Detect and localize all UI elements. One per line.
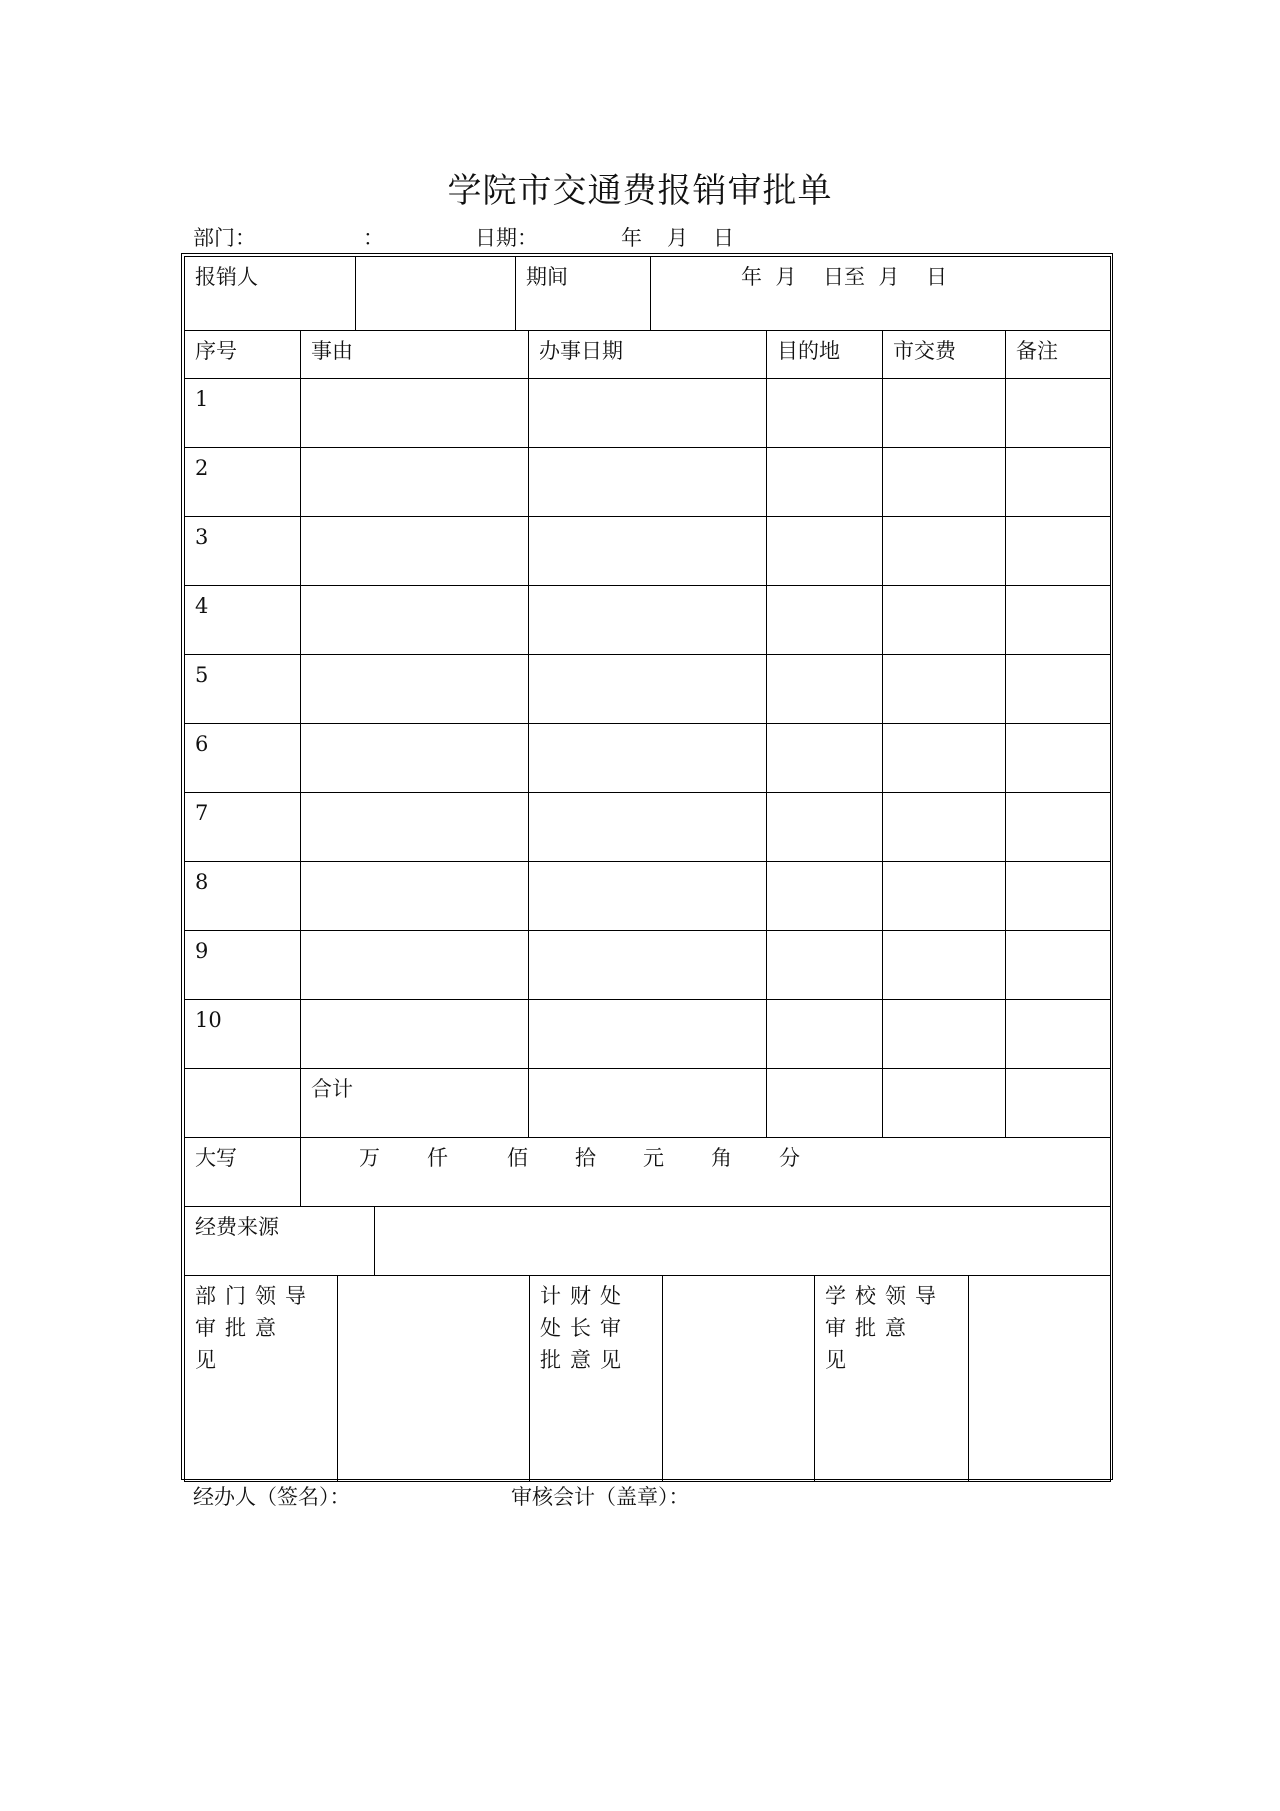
reason-cell[interactable] (301, 517, 529, 586)
reason-cell[interactable] (301, 724, 529, 793)
col-header-remark: 备注 (1006, 331, 1111, 379)
table-row (185, 1000, 1111, 1069)
row-number: 7 (185, 793, 301, 862)
destination-cell[interactable] (767, 586, 883, 655)
total-remark-cell[interactable] (1006, 1069, 1111, 1138)
total-destination-cell[interactable] (767, 1069, 883, 1138)
fare-cell[interactable] (883, 1000, 1006, 1069)
finance-approval-field[interactable] (662, 1276, 814, 1481)
remark-cell[interactable] (1006, 1000, 1111, 1069)
date-day: 日 (713, 226, 734, 250)
destination-cell[interactable] (767, 379, 883, 448)
destination-cell[interactable] (767, 724, 883, 793)
remark-cell[interactable] (1006, 517, 1111, 586)
table-row (185, 517, 1111, 586)
reason-cell[interactable] (301, 1000, 529, 1069)
period-label: 期间 (515, 257, 650, 330)
date-cell[interactable] (529, 517, 767, 586)
date-cell[interactable] (529, 655, 767, 724)
table-row (185, 586, 1111, 655)
row-number: 6 (185, 724, 301, 793)
fare-cell[interactable] (883, 448, 1006, 517)
applicant-row (185, 257, 1111, 331)
approval-row (185, 1276, 1111, 1482)
row-number: 5 (185, 655, 301, 724)
funding-source-field[interactable] (374, 1207, 1110, 1275)
date-month: 月 (667, 226, 688, 250)
remark-cell[interactable] (1006, 931, 1111, 1000)
destination-cell[interactable] (767, 517, 883, 586)
applicant-label: 报销人 (195, 265, 258, 289)
table-row (185, 448, 1111, 517)
destination-cell[interactable] (767, 931, 883, 1000)
remark-cell[interactable] (1006, 379, 1111, 448)
row-number: 1 (185, 379, 301, 448)
row-number: 9 (185, 931, 301, 1000)
reason-cell[interactable] (301, 655, 529, 724)
unit-bai: 佰 (507, 1146, 528, 1170)
destination-cell[interactable] (767, 793, 883, 862)
table-row (185, 793, 1111, 862)
unit-shi: 拾 (575, 1146, 596, 1170)
remark-cell[interactable] (1006, 793, 1111, 862)
reason-cell[interactable] (301, 448, 529, 517)
row-number: 3 (185, 517, 301, 586)
unit-qian: 仟 (427, 1146, 448, 1170)
capital-amount-field[interactable] (301, 1138, 1111, 1207)
reason-cell[interactable] (301, 586, 529, 655)
total-label: 合计 (301, 1069, 529, 1138)
destination-cell[interactable] (767, 448, 883, 517)
funding-source-label: 经费来源 (195, 1215, 279, 1239)
unit-yuan: 元 (643, 1146, 664, 1170)
date-cell[interactable] (529, 586, 767, 655)
destination-cell[interactable] (767, 1000, 883, 1069)
reason-cell[interactable] (301, 379, 529, 448)
table-row (185, 862, 1111, 931)
row-number: 4 (185, 586, 301, 655)
unit-fen: 分 (779, 1146, 800, 1170)
table-row (185, 379, 1111, 448)
capital-amount-label: 大写 (185, 1138, 301, 1207)
form-title: 学院市交通费报销审批单 (447, 171, 833, 211)
finance-approval-label: 计财处处长审批意见 (529, 1276, 662, 1481)
fare-cell[interactable] (883, 862, 1006, 931)
dept-approval-field[interactable] (337, 1276, 529, 1481)
col-header-destination: 目的地 (767, 331, 883, 379)
col-header-reason: 事由 (301, 331, 529, 379)
row-number: 8 (185, 862, 301, 931)
fare-cell[interactable] (883, 655, 1006, 724)
table-row (185, 655, 1111, 724)
department-label: 部门： (193, 226, 256, 250)
reason-cell[interactable] (301, 931, 529, 1000)
col-header-date: 办事日期 (529, 331, 767, 379)
handler-signature-label: 经办人（签名）： (193, 1485, 351, 1509)
fare-cell[interactable] (883, 379, 1006, 448)
table-row (185, 931, 1111, 1000)
column-header-row (185, 331, 1111, 379)
row-number: 10 (185, 1000, 301, 1069)
date-cell[interactable] (529, 379, 767, 448)
date-cell[interactable] (529, 931, 767, 1000)
reason-cell[interactable] (301, 862, 529, 931)
form-footer (193, 1481, 1113, 1517)
total-date-cell[interactable] (529, 1069, 767, 1138)
reimbursement-table (184, 256, 1111, 1482)
date-cell[interactable] (529, 862, 767, 931)
date-cell[interactable] (529, 793, 767, 862)
reason-cell[interactable] (301, 793, 529, 862)
row-number: 2 (185, 448, 301, 517)
funding-source-row (185, 1207, 1111, 1276)
fare-cell[interactable] (883, 931, 1006, 1000)
auditor-stamp-label: 审核会计（盖章）： (511, 1485, 690, 1509)
date-cell[interactable] (529, 1000, 767, 1069)
remark-cell[interactable] (1006, 862, 1111, 931)
form-meta-line (193, 222, 1113, 252)
remark-cell[interactable] (1006, 586, 1111, 655)
capital-amount-row (185, 1138, 1111, 1207)
total-blank-cell (185, 1069, 301, 1138)
dept-approval-label: 部门领导审批意 见 (195, 1284, 315, 1372)
destination-cell[interactable] (767, 655, 883, 724)
date-label: 日期： (475, 226, 538, 250)
total-fare-cell[interactable] (883, 1069, 1006, 1138)
period-field[interactable]: 年 月 日至 月 日 (650, 257, 1110, 330)
department-colon: ： (363, 226, 384, 250)
fare-cell[interactable] (883, 724, 1006, 793)
fare-cell[interactable] (883, 586, 1006, 655)
col-header-seq: 序号 (185, 331, 301, 379)
total-row (185, 1069, 1111, 1138)
fare-cell[interactable] (883, 793, 1006, 862)
date-year: 年 (621, 226, 642, 250)
applicant-field[interactable] (355, 257, 515, 330)
school-approval-label: 学校领导审批意 见 (814, 1276, 968, 1481)
remark-cell[interactable] (1006, 448, 1111, 517)
school-approval-field[interactable] (968, 1276, 1110, 1481)
date-cell[interactable] (529, 724, 767, 793)
remark-cell[interactable] (1006, 724, 1111, 793)
date-cell[interactable] (529, 448, 767, 517)
table-row (185, 724, 1111, 793)
unit-wan: 万 (359, 1146, 380, 1170)
col-header-fare: 市交费 (883, 331, 1006, 379)
fare-cell[interactable] (883, 517, 1006, 586)
destination-cell[interactable] (767, 862, 883, 931)
remark-cell[interactable] (1006, 655, 1111, 724)
unit-jiao: 角 (711, 1146, 732, 1170)
